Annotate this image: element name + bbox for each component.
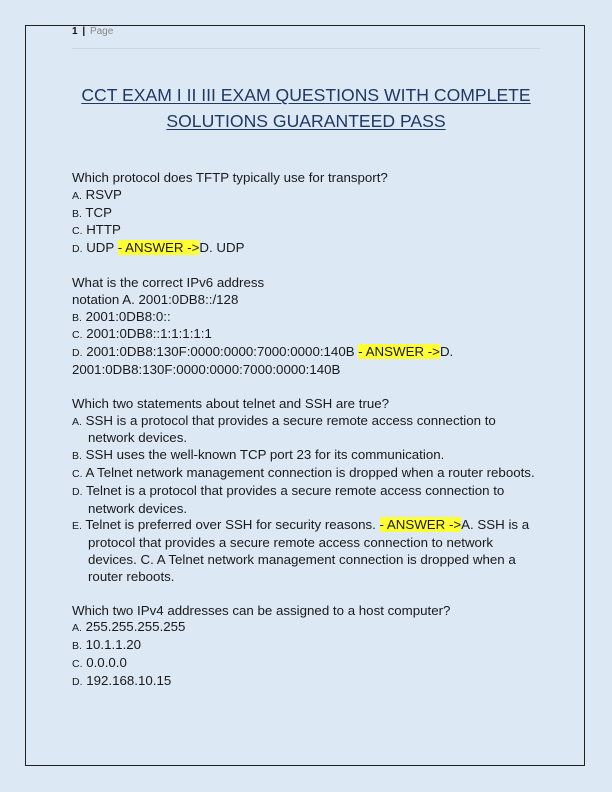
question-block — [72, 275, 544, 379]
option-item: A. SSH is a protocol that provides a secure remote access connection to network devices. — [72, 412, 496, 446]
option-item: C. 0.0.0.0 — [72, 654, 127, 670]
option-item: C. HTTP — [72, 222, 121, 238]
option-item: D. 2001:0DB8:130F:0000:0000:7000:0000:140B - ANSWER ->D. 2001:0DB8:130F:0000:0000:7000:0000:140B — [72, 344, 454, 377]
option-item: A. RSVP — [72, 186, 122, 202]
document-title — [72, 82, 540, 134]
answer-text: D. 2001:0DB8:130F:0000:0000:7000:0000:140B — [72, 344, 454, 377]
page-separator: | — [82, 26, 86, 37]
option-item: D. UDP - ANSWER ->D. UDP — [72, 240, 245, 256]
answer-text: D. UDP — [199, 240, 245, 256]
question-block — [72, 170, 544, 258]
answer-text: A. SSH is a protocol that provides a secure remote access connection to network devices. C. A Telnet network management connection is dropped when a router reboots. — [88, 517, 530, 584]
page-label: Page — [89, 26, 114, 37]
option-item: B. 2001:0DB8:0:: — [72, 308, 171, 324]
question-text: What is the correct IPv6 address — [72, 274, 265, 290]
option-item: C. 2001:0DB8::1:1:1:1:1 — [72, 326, 212, 342]
option-item: B. SSH uses the well-known TCP port 23 for its communication. — [72, 447, 445, 463]
title-line-1: CCT EXAM I II III EXAM QUESTIONS WITH COMPLETE — [81, 85, 531, 105]
page-number: 1 — [72, 26, 78, 37]
option-item: A. 255.255.255.255 — [72, 619, 186, 635]
question-text-cont: notation A. 2001:0DB8::/128 — [72, 291, 239, 307]
title-line-2: SOLUTIONS GUARANTEED PASS — [166, 111, 446, 131]
option-item: B. 10.1.1.20 — [72, 637, 142, 653]
option-item: D. Telnet is a protocol that provides a secure remote access connection to network devices. — [72, 482, 505, 516]
option-item: B. TCP — [72, 204, 112, 220]
option-item: C. A Telnet network management connection is dropped when a router reboots. — [72, 464, 535, 480]
option-item: E. Telnet is preferred over SSH for security reasons. - ANSWER ->A. SSH is a protocol that provides a secure remote access connection to network devices. C. A Telnet network management connection is dropped when a router reboots. — [72, 517, 530, 584]
question-text: Which two statements about telnet and SSH are true? — [72, 395, 390, 411]
document-body — [72, 170, 544, 691]
answer-marker: - ANSWER -> — [379, 517, 462, 533]
option-item: D. 192.168.10.15 — [72, 672, 172, 688]
answer-marker: - ANSWER -> — [117, 240, 200, 256]
page-header — [72, 26, 540, 49]
question-text: Which two IPv4 addresses can be assigned to a host computer? — [72, 602, 451, 618]
question-block — [72, 603, 544, 691]
question-block — [72, 396, 544, 586]
answer-marker: - ANSWER -> — [358, 344, 440, 360]
question-text: Which protocol does TFTP typically use for transport? — [72, 170, 388, 185]
